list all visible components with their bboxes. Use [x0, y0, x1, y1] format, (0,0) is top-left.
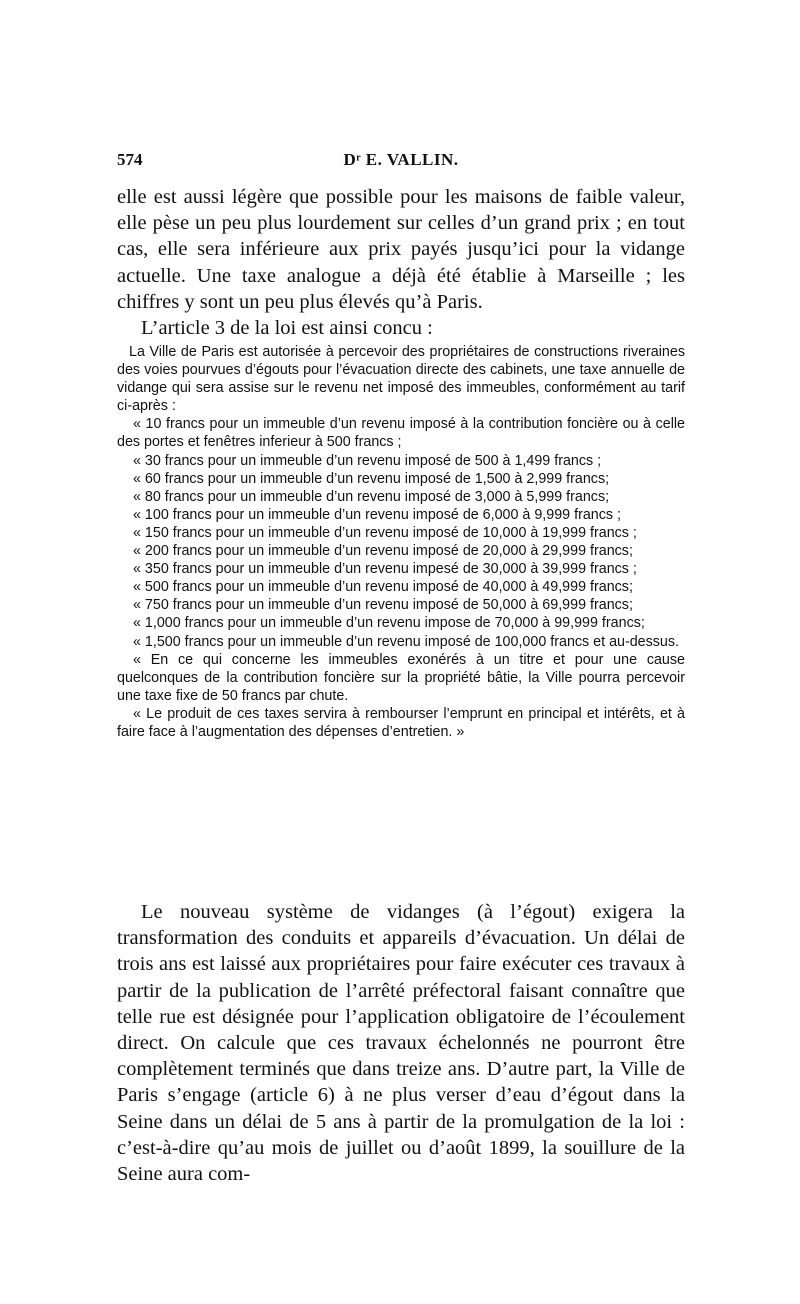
law-paragraph: « Le produit de ces taxes servira à rembourser l’emprunt en principal et intérêts, et à faire face à l’augmentation des dépenses d’entretien. » [117, 705, 685, 740]
law-paragraph: « 200 francs pour un immeuble d’un revenu imposé de 20,000 à 29,999 francs; [133, 543, 633, 560]
continued-paragraph: elle est aussi légère que possible pour les maisons de faible valeur, elle pèse un peu plus lourdement sur celles d’un grand prix ; en tout cas, elle sera inférieure aux prix payés jusqu’ici pour la vidange actuelle. Une taxe analogue a déjà été établie à Marseille ; les chiffres y sont un peu plus élevés qu’à Paris. [117, 186, 685, 313]
law-paragraph: « 1,000 francs pour un immeuble d’un revenu impose de 70,000 à 99,999 francs; [133, 615, 645, 632]
law-paragraph: « 500 francs pour un immeuble d’un revenu imposé de 40,000 à 49,999 francs; [133, 579, 633, 596]
article-intro: L’article 3 de la loi est ainsi concu : [141, 317, 433, 340]
law-paragraph: « 1,500 francs pour un immeuble d’un revenu imposé de 100,000 francs et au-dessus. [133, 633, 679, 650]
law-paragraph: « En ce qui concerne les immeubles exonérés à un titre et pour une cause quelconques de la contribution foncière sur la propriété bâtie, la Ville pourra percevoir une taxe fixe de 50 francs par chute. [117, 651, 685, 704]
law-paragraph: « 80 francs pour un immeuble d’un revenu imposé de 3,000 à 5,999 francs; [133, 488, 610, 505]
law-paragraph: « 100 francs pour un immeuble d’un revenu imposé de 6,000 à 9,999 francs ; [133, 506, 621, 523]
running-header [117, 150, 685, 174]
law-quotation [117, 343, 685, 741]
law-paragraph: La Ville de Paris est autorisée à percevoir des propriétaires de constructions riveraines des voies pourvues d’égouts pour l’évacuation directe des cabinets, une taxe annuelle de vidange qui sera assise sur le revenu net imposé des immeubles, conformément au tarif ci-après : [117, 344, 685, 415]
law-paragraph: « 150 francs pour un immeuble d’un revenu imposé de 10,000 à 19,999 francs ; [133, 524, 637, 541]
law-paragraph: « 60 francs pour un immeuble d’un revenu imposé de 1,500 à 2,999 francs; [133, 470, 610, 487]
law-paragraph: « 10 francs pour un immeuble d’un revenu imposé à la contribution foncière ou à celle des portes et fenêtres inferieur à 500 francs ; [117, 416, 685, 451]
running-title: Dʳ E. VALLIN. [343, 150, 459, 169]
intro-text [117, 184, 685, 341]
conclusion-text [117, 899, 685, 1187]
conclusion-paragraph: Le nouveau système de vidanges (à l’égout) exigera la transformation des conduits et appareils d’évacuation. Un délai de trois ans est laissé aux propriétaires pour faire exécuter ces travaux à partir de la publication de l’arrêté préfectoral faisant connaître que telle rue est désignée pour l’application obligatoire de l’écoulement direct. On calcule que ces travaux échelonnés ne pourront être complètement terminés que dans treize ans. D’autre part, la Ville de Paris s’engage (article 6) à ne plus verser d’eau d’égout dans la Seine dans un délai de 5 ans à partir de la promulgation de la loi : c’est-à-dire qu’au mois de juillet ou d’août 1899, la souillure de la Seine aura com- [117, 901, 685, 1186]
law-paragraph: « 30 francs pour un immeuble d’un revenu imposé de 500 à 1,499 francs ; [133, 452, 602, 469]
law-paragraph: « 350 francs pour un immeuble d’un revenu impesé de 30,000 à 39,999 francs ; [133, 561, 637, 578]
law-paragraph: « 750 francs pour un immeuble d’un revenu imposé de 50,000 à 69,999 francs; [133, 597, 633, 614]
page-number: 574 [117, 150, 143, 169]
